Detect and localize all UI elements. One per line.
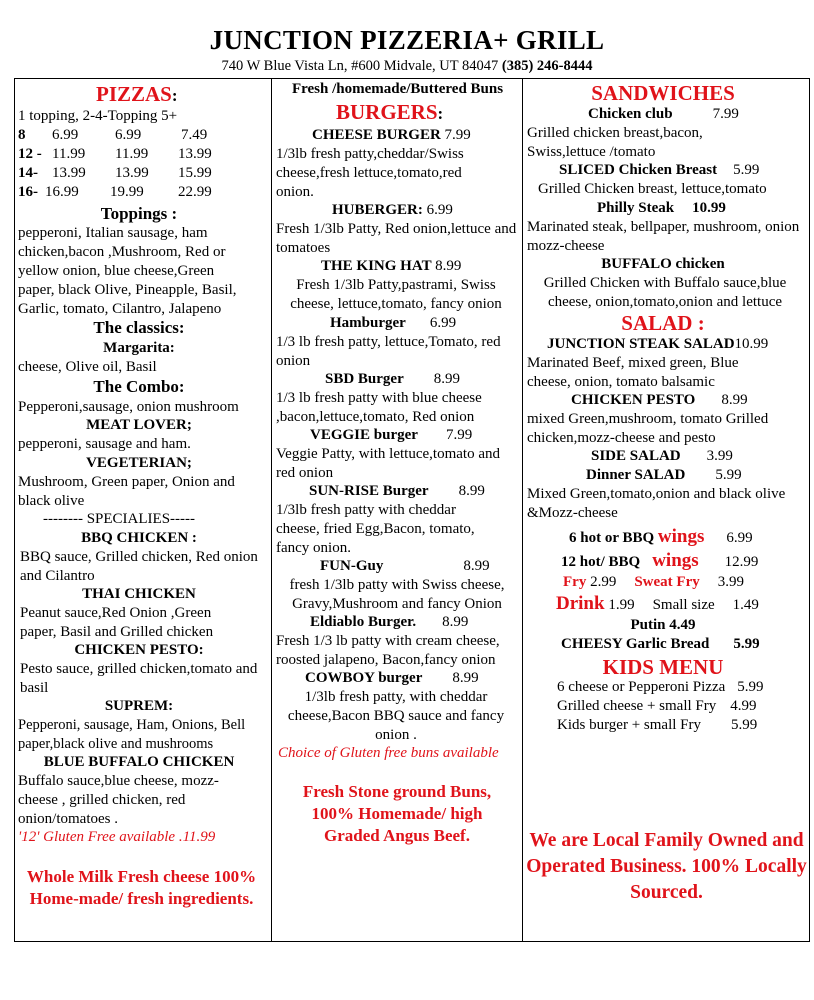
sandwiches-column <box>523 78 810 942</box>
drink-row: Drink 1.99 Small size 1.49 <box>556 593 759 614</box>
restaurant-address: 740 W Blue Vista Ln, #600 Midvale, UT 84047 <box>221 58 499 74</box>
sandwiches-heading: SANDWICHES <box>591 81 735 105</box>
burger-desc: Veggie Patty, with lettuce,tomato and red onion <box>276 446 500 481</box>
burger-name: SBD Burger 8.99 <box>325 371 460 387</box>
putin-row: Putin 4.49 <box>630 617 696 633</box>
burger-name: CHEESE BURGER 7.99 <box>312 127 471 143</box>
special-name: CHICKEN PESTO: <box>74 642 204 658</box>
restaurant-address-line <box>0 57 814 75</box>
fries-row: Fry 2.99 Sweat Fry 3.99 <box>563 574 744 590</box>
salad-name: SIDE SALAD 3.99 <box>591 448 733 464</box>
burgers-heading: BURGERS: <box>336 100 444 124</box>
meat-lover-name: MEAT LOVER; <box>86 417 192 433</box>
burger-desc: 1/3 lb fresh patty, lettuce,Tomato, red onion <box>276 334 501 369</box>
burger-footer-note: Fresh Stone ground Buns, 100% Homemade/ high Graded Angus Beef. <box>302 782 492 845</box>
salad-name: JUNCTION STEAK SALAD10.99 <box>547 336 769 352</box>
special-name: SUPREM: <box>104 698 174 714</box>
burger-name: FUN-Guy 8.99 <box>320 558 490 574</box>
pizza-footer-note: Whole Milk Fresh cheese 100% Home-made/ fresh ingredients. <box>26 867 257 908</box>
toppings-list: pepperoni, Italian sausage, ham chicken,bacon ,Mushroom, Red or yellow onion, blue cheese,Green paper, black Olive, Pineapple, Basil, Garlic, tomato, Cilantro, Jalapeno <box>18 225 237 317</box>
meat-lover-desc: pepperoni, sausage and ham. <box>18 436 191 452</box>
kids-item: Grilled cheese + small Fry 4.99 <box>557 698 757 714</box>
kids-item: Kids burger + small Fry 5.99 <box>557 717 758 733</box>
burger-gluten-note: Choice of Gluten free buns available <box>278 745 499 761</box>
burger-desc: 1/3lb fresh patty with cheddar cheese, fried Egg,Bacon, tomato, fancy onion. <box>276 502 475 556</box>
special-desc: Peanut sauce,Red Onion ,Green paper, Basil and Grilled chicken <box>20 605 214 640</box>
combo-desc: Pepperoni,sausage, onion mushroom <box>18 399 239 415</box>
pizzas-column: PIZZAS: 1 topping, 2-4-Topping 5+ 8 6.99 6.99 7.49 12 - 11.99 11.99 13.99 14- 13.99 13.99 15.99 16- 16.99 19.99 22.99 Toppings : pepperoni, Italian sausage, ham chicken,bacon ,Mushroom, Red or yellow onion, blue cheese,Green paper, black Olive, Pineapple, Basil, Garlic, tomato, Cilantro, Jalapeno The classics: Margarita: cheese, Olive oil, Basil The Combo: Pepperoni,sausage, onion mushroom MEAT LOVER; pepperoni, sausage and ham. VEGETERIAN; Mushroom, Green paper, Onion and black olive -------- SPECIALIES----- BBQ CHICKEN : BBQ sauce, Grilled chicken, Red onion and Cilantro THAI CHICKEN Peanut sauce,Red Onion ,Green paper, Basil and Grilled chicken CHICKEN PESTO: Pesto sauce, grilled chicken,tomato and basil SUPREM: Pepperoni, sausage, Ham, Onions, Bell paper,black olive and mushrooms BLUE BUFFALO CHICKEN Buffalo sauce,blue cheese, mozz-cheese , grilled chicken, red onion/tomatoes . '12' Gluten Free available .11.99 Whole Milk Fresh cheese 100% Home-made/ fresh ingredients. <box>14 78 272 942</box>
restaurant-name: JUNCTION PIZZERIA+ GRILL <box>209 25 605 55</box>
burger-name: THE KING HAT 8.99 <box>321 258 462 274</box>
kids-item: 6 cheese or Pepperoni Pizza 5.99 <box>557 679 764 695</box>
sandwich-desc: Grilled chicken breast,bacon, Swiss,lettuce /tomato <box>527 125 703 160</box>
specialies-divider: -------- SPECIALIES----- <box>42 511 196 527</box>
menu-header <box>0 24 814 75</box>
margarita-name: Margarita: <box>103 340 175 356</box>
sandwich-name: Philly Steak 10.99 <box>597 200 726 216</box>
sandwich-desc: Grilled Chicken breast, lettuce,tomato <box>538 181 767 197</box>
garlic-bread-row: CHEESY Garlic Bread 5.99 <box>561 636 760 652</box>
burger-name: VEGGIE burger 7.99 <box>310 427 473 443</box>
salad-heading: SALAD : <box>621 311 705 335</box>
special-desc: Buffalo sauce,blue cheese, mozz-cheese , grilled chicken, red onion/tomatoes . <box>18 773 219 827</box>
vegeterian-name: VEGETERIAN; <box>86 455 192 471</box>
sandwich-desc: Marinated steak, bellpaper, mushroom, onion mozz-cheese <box>527 219 800 254</box>
buns-line: Fresh /homemade/Buttered Buns <box>291 81 504 97</box>
restaurant-phone: (385) 246-8444 <box>501 58 593 74</box>
margarita-desc: cheese, Olive oil, Basil <box>18 359 157 375</box>
burger-desc: Fresh 1/3lb Patty,pastrami, Swiss cheese, lettuce,tomato, fancy onion <box>290 277 502 312</box>
pizza-gluten-note: '12' Gluten Free available .11.99 <box>18 829 216 845</box>
special-name: THAI CHICKEN <box>82 586 196 602</box>
salad-name: CHICKEN PESTO 8.99 <box>571 392 748 408</box>
sandwich-name: SLICED Chicken Breast 5.99 <box>559 162 760 178</box>
burger-name: SUN-RISE Burger 8.99 <box>309 483 485 499</box>
wings-12-row: 12 hot/ BBQ wings 12.99 <box>561 550 759 571</box>
local-business-note: We are Local Family Owned and Operated Business. 100% Locally Sourced. <box>526 830 807 903</box>
salad-name: Dinner SALAD 5.99 <box>586 467 742 483</box>
special-desc: Pepperoni, sausage, Ham, Onions, Bell paper,black olive and mushrooms <box>18 717 246 752</box>
burger-name: Hamburger 6.99 <box>330 315 457 331</box>
salad-desc: Marinated Beef, mixed green, Blue cheese, onion, tomato balsamic <box>527 355 739 390</box>
burgers-column <box>272 78 523 942</box>
special-desc: BBQ sauce, Grilled chicken, Red onion and Cilantro <box>20 549 258 584</box>
burger-desc: 1/3lb fresh patty,cheddar/Swiss cheese,fresh lettuce,tomato,red onion. <box>276 146 464 200</box>
toppings-heading: Toppings : <box>100 204 178 223</box>
burger-desc: Fresh 1/3 lb patty with cream cheese, roosted jalapeno, Bacon,fancy onion <box>276 633 500 668</box>
combo-heading: The Combo: <box>93 377 185 396</box>
kids-menu-heading: KIDS MENU <box>602 655 724 679</box>
pizzas-heading: PIZZAS: <box>96 82 178 106</box>
classics-heading: The classics: <box>93 318 185 337</box>
burger-desc: 1/3 lb fresh patty with blue cheese ,bacon,lettuce,tomato, Red onion <box>276 390 482 425</box>
burger-name: HUBERGER: 6.99 <box>332 202 453 218</box>
burger-name: COWBOY burger 8.99 <box>305 670 479 686</box>
salad-desc: mixed Green,mushroom, tomato Grilled chicken,mozz-cheese and pesto <box>527 411 769 446</box>
burger-desc: Fresh 1/3lb Patty, Red onion,lettuce and tomatoes <box>276 221 517 256</box>
salad-desc: Mixed Green,tomato,onion and black olive &Mozz-cheese <box>527 486 786 521</box>
sandwich-name: Chicken club 7.99 <box>588 106 739 122</box>
pizza-sizes-line: 1 topping, 2-4-Topping 5+ <box>18 108 178 124</box>
burger-desc: 1/3lb fresh patty, with cheddar cheese,Bacon BBQ sauce and fancy onion . <box>287 689 505 743</box>
vegeterian-desc: Mushroom, Green paper, Onion and black olive <box>18 474 235 509</box>
wings-6-row: 6 hot or BBQ wings 6.99 <box>569 526 753 547</box>
special-name: BLUE BUFFALO CHICKEN <box>43 754 235 770</box>
sandwich-name: BUFFALO chicken <box>601 256 725 272</box>
special-desc: Pesto sauce, grilled chicken,tomato and basil <box>20 661 258 696</box>
burger-desc: fresh 1/3lb patty with Swiss cheese, Gravy,Mushroom and fancy Onion <box>289 577 505 612</box>
sandwich-desc: Grilled Chicken with Buffalo sauce,blue cheese, onion,tomato,onion and lettuce <box>543 275 787 310</box>
burger-name: Eldiablo Burger. 8.99 <box>310 614 469 630</box>
special-name: BBQ CHICKEN : <box>81 530 197 546</box>
